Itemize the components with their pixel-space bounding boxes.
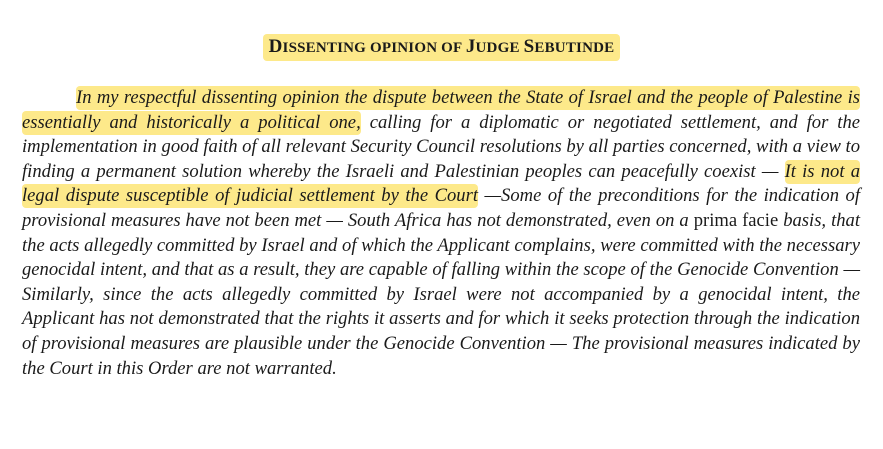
title-initial-j: J [465,36,476,57]
title-initial-s: S [523,36,535,57]
title-initial-d: D [268,36,283,57]
summary-paragraph [22,86,860,381]
summary-text-2: —Some of the preconditions for the indication of provisional measures have not been met — South Africa has not demonstrated, even on a [22,185,860,231]
title-text-part1: ISSENTING OPINION OF [282,40,466,56]
highlight-political-dispute: In my respectful dissenting opinion the dispute between the State of Israel and the people of Palestine is essentially and historically a political one, [22,87,860,133]
prima-facie-term: prima facie [693,209,779,231]
title-container [0,34,883,61]
title-text-part2: UDGE [475,40,524,56]
summary-text-3: basis, that the acts allegedly committed by Israel and of which the Applicant complains, were committed with the necessary genocidal intent, and that as a result, they are capable of falling within the scope of the Genocide Convention — Similarly, since the acts allegedly committed by Israel were not accompanied by a genocidal intent, the Applicant has not demonstrated that the rights it asserts and for which it seeks protection through the indication of provisional measures are plausible under the Genocide Convention — The provisional measures indicated by the Court in this Order are not warranted. [22,209,860,379]
title-text-part3: EBUTINDE [534,40,615,56]
highlight-not-legal-dispute: It is not a legal dispute susceptible of judicial settlement by the Court [22,160,860,207]
page-title [263,34,621,61]
summary-text-1: calling for a diplomatic or negotiated settlement, and for the implementation in good faith of all relevant Security Council resolutions by all parties concerned, with a view to finding a permanent solution whereby the Israeli and Palestinian peoples can peacefully coexist — [22,111,860,182]
